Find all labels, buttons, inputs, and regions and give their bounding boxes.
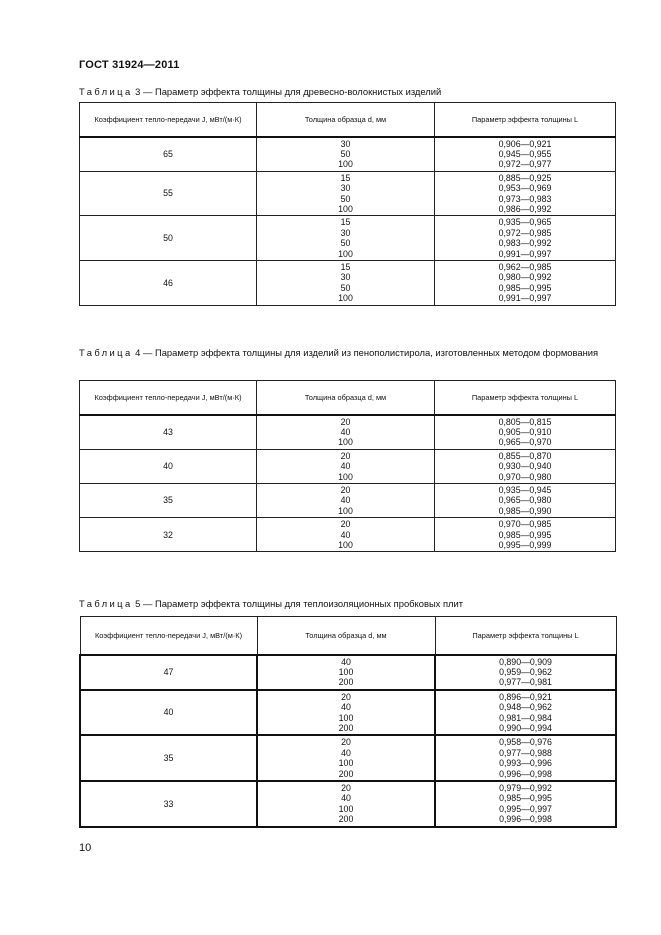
table-row xyxy=(80,483,616,517)
thickness-value: 40 xyxy=(340,426,351,437)
table-4-number: 4 xyxy=(135,347,141,358)
cell-coefficient: 47 xyxy=(80,655,257,690)
parameter-value: 0,805—0,815 xyxy=(498,416,552,427)
table-row xyxy=(80,260,616,305)
thickness-value: 15 xyxy=(340,261,351,272)
table-3-number: 3 xyxy=(135,86,141,97)
cell-parameter xyxy=(435,415,616,450)
table-4 xyxy=(79,380,616,552)
cell-coefficient: 33 xyxy=(80,781,257,827)
table-4-header-d: Толщина образца d, мм xyxy=(257,381,435,415)
parameter-value: 0,906—0,921 xyxy=(498,138,552,149)
table-3-header-l: Параметр эффекта толщины L xyxy=(435,103,616,137)
parameter-value: 0,996—0,998 xyxy=(499,768,552,779)
cell-parameter xyxy=(435,735,616,781)
thickness-value: 100 xyxy=(338,505,353,516)
parameter-value: 0,977—0,981 xyxy=(499,677,552,688)
thickness-value: 100 xyxy=(338,159,353,170)
cell-parameter xyxy=(435,449,616,483)
cell-coefficient: 32 xyxy=(80,518,257,552)
table-row xyxy=(80,655,616,690)
parameter-value: 0,972—0,977 xyxy=(498,159,552,170)
parameter-value: 0,995—0,997 xyxy=(499,803,552,814)
parameter-value: 0,970—0,980 xyxy=(498,471,552,482)
cell-coefficient: 35 xyxy=(80,483,257,517)
table-row xyxy=(80,449,616,483)
parameter-value: 0,962—0,985 xyxy=(498,261,552,272)
table-3-caption xyxy=(79,86,615,98)
parameter-value: 0,985—0,995 xyxy=(499,793,552,804)
parameter-value: 0,945—0,955 xyxy=(498,148,552,159)
cell-thickness xyxy=(257,690,435,736)
cell-thickness xyxy=(257,260,435,305)
parameter-value: 0,958—0,976 xyxy=(499,737,552,748)
parameter-value: 0,972—0,985 xyxy=(498,227,552,238)
table-row xyxy=(80,690,616,736)
table-4-title: — Параметр эффекта толщины для изделий из пенополистирола, изготовленных методом формования xyxy=(140,347,599,358)
cell-parameter xyxy=(435,518,616,552)
thickness-value: 200 xyxy=(338,722,354,733)
thickness-value: 30 xyxy=(340,272,351,283)
cell-parameter xyxy=(435,260,616,305)
thickness-value: 15 xyxy=(340,172,351,183)
thickness-value: 40 xyxy=(341,702,351,713)
cell-thickness xyxy=(257,655,435,690)
table-5-body xyxy=(80,655,616,827)
cell-parameter xyxy=(435,781,616,827)
parameter-value: 0,935—0,945 xyxy=(498,484,552,495)
parameter-value: 0,977—0,988 xyxy=(499,747,552,758)
thickness-value: 100 xyxy=(338,203,353,214)
table-4-header-l: Параметр эффекта толщины L xyxy=(435,381,616,415)
parameter-value: 0,953—0,969 xyxy=(498,183,552,194)
table-5-label: Таблица xyxy=(79,598,133,609)
thickness-value: 50 xyxy=(340,282,351,293)
thickness-value: 40 xyxy=(340,461,351,472)
thickness-value: 20 xyxy=(341,782,351,793)
cell-coefficient: 65 xyxy=(80,137,257,172)
parameter-value: 0,959—0,962 xyxy=(499,666,552,677)
thickness-value: 20 xyxy=(341,691,351,702)
table-5-caption xyxy=(79,598,615,610)
cell-parameter xyxy=(435,690,616,736)
parameter-value: 0,890—0,909 xyxy=(499,656,552,667)
parameter-value: 0,983—0,992 xyxy=(498,238,552,249)
table-3-header-d: Толщина образца d, мм xyxy=(257,103,435,137)
table-5-header-d: Толщина образца d, мм xyxy=(257,617,435,655)
thickness-value: 200 xyxy=(338,677,354,688)
thickness-value: 100 xyxy=(338,666,354,677)
thickness-value: 40 xyxy=(341,656,351,667)
table-5 xyxy=(79,616,617,828)
cell-thickness xyxy=(257,735,435,781)
document-header: ГОСТ 31924—2011 xyxy=(79,59,180,71)
thickness-value: 100 xyxy=(338,712,354,723)
cell-thickness xyxy=(257,449,435,483)
cell-coefficient: 35 xyxy=(80,735,257,781)
parameter-value: 0,935—0,965 xyxy=(498,217,552,228)
cell-coefficient: 40 xyxy=(80,449,257,483)
table-5-header-l: Параметр эффекта толщины L xyxy=(435,617,616,655)
parameter-value: 0,885—0,925 xyxy=(498,172,552,183)
table-4-body xyxy=(80,415,616,552)
table-4-caption xyxy=(79,347,615,359)
parameter-value: 0,855—0,870 xyxy=(498,450,552,461)
cell-thickness xyxy=(257,171,435,216)
thickness-value: 20 xyxy=(341,737,351,748)
parameter-value: 0,896—0,921 xyxy=(499,691,552,702)
parameter-value: 0,973—0,983 xyxy=(498,193,552,204)
parameter-value: 0,990—0,994 xyxy=(499,722,552,733)
thickness-value: 100 xyxy=(338,248,353,259)
table-5-number: 5 xyxy=(135,598,141,609)
parameter-value: 0,991—0,997 xyxy=(498,293,552,304)
thickness-value: 100 xyxy=(338,437,353,448)
parameter-value: 0,930—0,940 xyxy=(498,461,552,472)
parameter-value: 0,991—0,997 xyxy=(498,248,552,259)
thickness-value: 100 xyxy=(338,803,354,814)
cell-thickness xyxy=(257,781,435,827)
thickness-value: 20 xyxy=(340,519,351,530)
table-4-header-j: Коэффициент тепло-передачи J, мВт/(м·К) xyxy=(80,381,257,415)
cell-thickness xyxy=(257,483,435,517)
thickness-value: 100 xyxy=(338,539,353,550)
parameter-value: 0,995—0,999 xyxy=(498,539,552,550)
cell-parameter xyxy=(435,655,616,690)
thickness-value: 20 xyxy=(340,484,351,495)
parameter-value: 0,980—0,992 xyxy=(498,272,552,283)
table-row xyxy=(80,735,616,781)
cell-thickness xyxy=(257,216,435,261)
table-row xyxy=(80,415,616,450)
parameter-value: 0,985—0,995 xyxy=(498,282,552,293)
cell-thickness xyxy=(257,518,435,552)
thickness-value: 50 xyxy=(340,148,351,159)
thickness-value: 50 xyxy=(340,238,351,249)
table-3-header-j: Коэффициент тепло-передачи J, мВт/(м·К) xyxy=(80,103,257,137)
thickness-value: 20 xyxy=(340,450,351,461)
parameter-value: 0,970—0,985 xyxy=(498,519,552,530)
cell-coefficient: 55 xyxy=(80,171,257,216)
thickness-value: 30 xyxy=(340,138,351,149)
parameter-value: 0,965—0,970 xyxy=(498,437,552,448)
thickness-value: 50 xyxy=(340,193,351,204)
table-4-label: Таблица xyxy=(79,347,133,358)
table-3 xyxy=(79,102,616,306)
table-3-label: Таблица xyxy=(79,86,133,97)
thickness-value: 200 xyxy=(338,768,354,779)
table-row xyxy=(80,781,616,827)
thickness-value: 15 xyxy=(340,217,351,228)
thickness-value: 40 xyxy=(340,529,351,540)
cell-coefficient: 43 xyxy=(80,415,257,450)
cell-coefficient: 46 xyxy=(80,260,257,305)
cell-thickness xyxy=(257,137,435,172)
parameter-value: 0,985—0,990 xyxy=(498,505,552,516)
parameter-value: 0,986—0,992 xyxy=(498,203,552,214)
parameter-value: 0,905—0,910 xyxy=(498,426,552,437)
cell-parameter xyxy=(435,171,616,216)
parameter-value: 0,965—0,980 xyxy=(498,495,552,506)
cell-thickness xyxy=(257,415,435,450)
cell-parameter xyxy=(435,483,616,517)
thickness-value: 100 xyxy=(338,758,354,769)
parameter-value: 0,948—0,962 xyxy=(499,702,552,713)
thickness-value: 40 xyxy=(341,793,351,804)
cell-coefficient: 40 xyxy=(80,690,257,736)
thickness-value: 100 xyxy=(338,471,353,482)
parameter-value: 0,979—0,992 xyxy=(499,782,552,793)
table-row xyxy=(80,137,616,172)
thickness-value: 200 xyxy=(338,814,354,825)
page-number: 10 xyxy=(79,842,92,854)
table-row xyxy=(80,216,616,261)
table-row xyxy=(80,171,616,216)
parameter-value: 0,981—0,984 xyxy=(499,712,552,723)
table-3-body xyxy=(80,137,616,306)
parameter-value: 0,993—0,996 xyxy=(499,758,552,769)
thickness-value: 40 xyxy=(340,495,351,506)
parameter-value: 0,985—0,995 xyxy=(498,529,552,540)
parameter-value: 0,996—0,998 xyxy=(499,814,552,825)
thickness-value: 20 xyxy=(340,416,351,427)
thickness-value: 100 xyxy=(338,293,353,304)
cell-parameter xyxy=(435,216,616,261)
table-3-title: — Параметр эффекта толщины для древесно-волокнистых изделий xyxy=(140,86,442,97)
table-row xyxy=(80,518,616,552)
thickness-value: 30 xyxy=(340,183,351,194)
thickness-value: 40 xyxy=(341,747,351,758)
cell-parameter xyxy=(435,137,616,172)
thickness-value: 30 xyxy=(340,227,351,238)
cell-coefficient: 50 xyxy=(80,216,257,261)
table-5-title: — Параметр эффекта толщины для теплоизоляционных пробковых плит xyxy=(140,598,464,609)
table-5-header-j: Коэффициент тепло-передачи J, мВт/(м·К) xyxy=(80,617,257,655)
